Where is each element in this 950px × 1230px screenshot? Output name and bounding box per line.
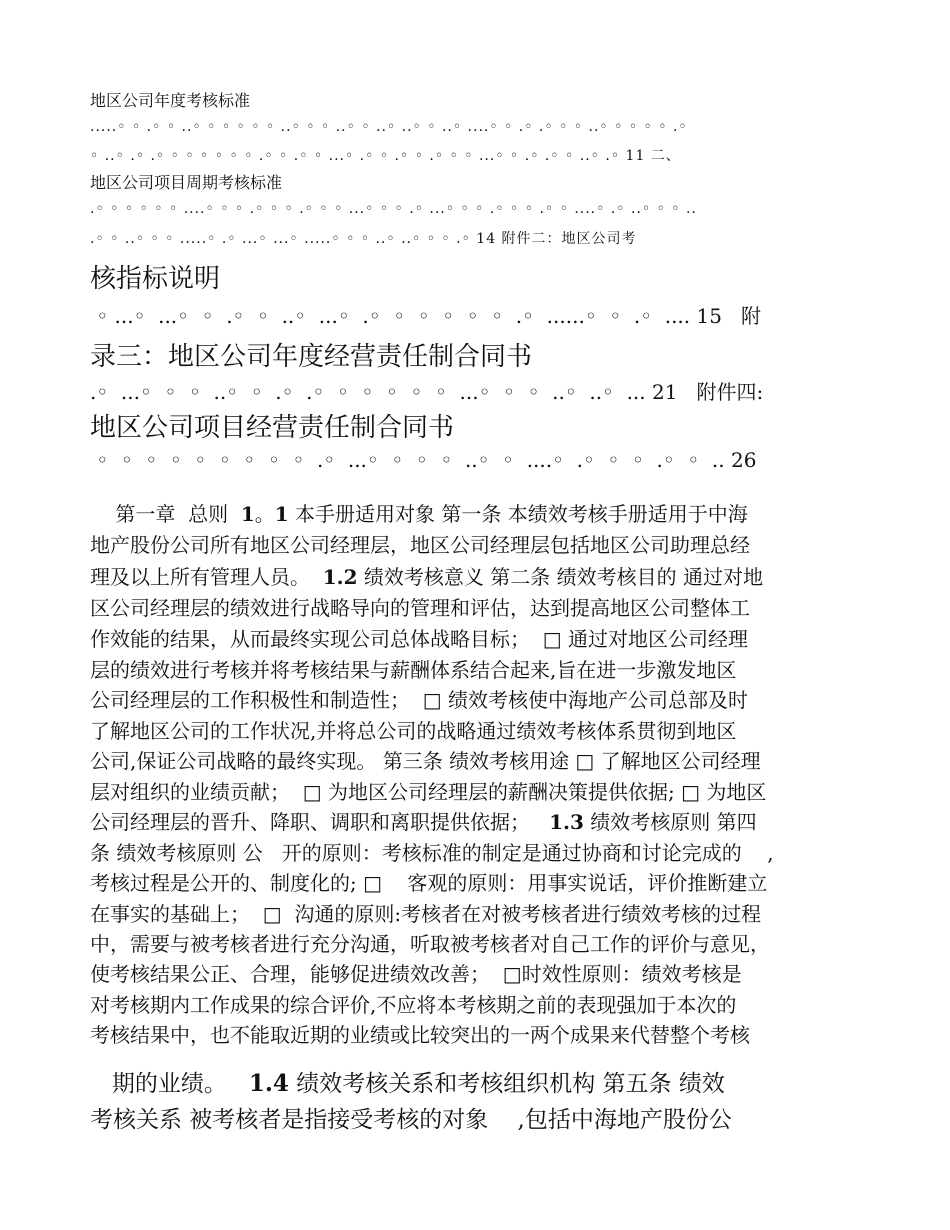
body-line bbox=[90, 498, 748, 527]
toc-leader: ◦ ...◦ ...◦ ◦ .◦ ◦ ..◦ ...◦ .◦ ◦ ◦ ◦ ◦ ◦ .◦ ......◦ ◦ .◦ .... 15 附 bbox=[90, 304, 762, 328]
body-line: 公司,保证公司战略的最终实现。 第三条 绩效考核用途 □ 了解地区公司经理 bbox=[90, 749, 761, 773]
body-line bbox=[90, 561, 763, 590]
body-line: 公司经理层的工作积极性和制造性； □ 绩效考核使中海地产公司总部及时 bbox=[90, 688, 748, 712]
body-line: 考核关系 被考核者是指接受考核的对象 ,包括中海地产股份公 bbox=[90, 1107, 732, 1133]
text-run: 公司经理层的晋升、降职、调职和离职提供依据； bbox=[90, 810, 550, 834]
body-line: 条 绩效考核原则 公 开的原则：考核标准的制定是通过协商和讨论完成的 , bbox=[90, 841, 774, 865]
body-line: 考核结果中，也不能取近期的业绩或比较突出的一两个成果来代替整个考核 bbox=[90, 1023, 750, 1047]
toc-leader: .....◦ ◦ .◦ ◦ ..◦ ◦ ◦ ◦ ◦ ◦ ..◦ ◦ ◦ ..◦ ◦ ..◦ ..◦ ◦ ..◦ ....◦ ◦ .◦ .◦ ◦ ◦ ..◦ ◦ ◦ ◦ ◦ .◦ bbox=[90, 119, 688, 135]
toc-leader: .◦ ...◦ ◦ ◦ ..◦ ◦ .◦ .◦ ◦ ◦ ◦ ◦ ◦ ...◦ ◦ ◦ ..◦ ..◦ ... 21 附件四: bbox=[90, 380, 764, 404]
section-number: 1.2 bbox=[322, 565, 358, 589]
body-line: 对考核期内工作成果的综合评价,不应将本考核期之前的表现强加于本次的 bbox=[90, 993, 737, 1017]
body-line: 使考核结果公正、合理，能够促进绩效改善； □时效性原则：绩效考核是 bbox=[90, 962, 742, 986]
toc-line: 核指标说明 bbox=[90, 264, 221, 294]
text-run: 理及以上所有管理人员。 bbox=[90, 565, 323, 589]
text-run: 本手册适用对象 第一条 本绩效考核手册适用于中海 bbox=[288, 502, 748, 526]
body-line: 区公司经理层的绩效进行战略导向的管理和评估，达到提高地区公司整体工 bbox=[90, 596, 750, 620]
body-line bbox=[90, 1065, 725, 1098]
body-line: 在事实的基础上； □ 沟通的原则:考核者在对被考核者进行绩效考核的过程 bbox=[90, 902, 762, 926]
body-line: 地产股份公司所有地区公司经理层，地区公司经理层包括地区公司助理总经 bbox=[90, 533, 750, 557]
text-run: 期的业绩。 bbox=[90, 1071, 249, 1097]
toc-line: 地区公司项目经营责任制合同书 bbox=[90, 413, 455, 443]
section-number: 1.4 bbox=[248, 1070, 289, 1097]
section-number: 1 bbox=[240, 502, 255, 526]
body-line: 考核过程是公开的、制度化的; □ 客观的原则：用事实说话，评价推断建立 bbox=[90, 871, 768, 895]
body-line: 层的绩效进行考核并将考核结果与薪酬体系结合起来,旨在进一步激发地区 bbox=[90, 658, 737, 682]
toc-leader: .◦ ◦ ◦ ◦ ◦ ◦ ....◦ ◦ ◦ .◦ ◦ ◦ .◦ ◦ ◦ ...◦ ◦ ◦ .◦ ...◦ ◦ ◦ .◦ ◦ ◦ .◦ ◦ ....◦ .◦ ..◦ ◦ ◦ .. bbox=[90, 201, 697, 217]
body-line: 作效能的结果，从而最终实现公司总体战略目标； □ 通过对地区公司经理 bbox=[90, 627, 748, 651]
toc-leader: ◦ ..◦ .◦ .◦ ◦ ◦ ◦ ◦ ◦ ◦ .◦ ◦ .◦ ◦ ...◦ .◦ ◦ .◦ ◦ .◦ ◦ ◦ ...◦ ◦ .◦ .◦ ◦ ..◦ .◦ 11 二、 bbox=[90, 148, 681, 164]
section-number: 1.3 bbox=[549, 810, 584, 834]
body-line: 了解地区公司的工作状况,并将总公司的战略通过绩效考核体系贯彻到地区 bbox=[90, 719, 737, 743]
text-run: 。 bbox=[254, 502, 275, 526]
toc-line: 地区公司年度考核标准 bbox=[90, 91, 251, 110]
body-line: 中，需要与被考核者进行充分沟通，听取被考核者对自己工作的评价与意见， bbox=[90, 932, 770, 956]
toc-line: 地区公司项目周期考核标准 bbox=[90, 173, 283, 192]
body-line: 层对组织的业绩贡献； □ 为地区公司经理层的薪酬决策提供依据; □ 为地区 bbox=[90, 780, 767, 804]
text-run: 绩效考核意义 第二条 绩效考核目的 通过对地 bbox=[357, 565, 763, 589]
toc-line: 录三：地区公司年度经营责任制合同书 bbox=[90, 342, 533, 372]
text-run: 绩效考核关系和考核组织机构 第五条 绩效 bbox=[288, 1071, 725, 1097]
section-number: 1 bbox=[274, 502, 289, 526]
body-line bbox=[90, 806, 757, 835]
text-run: 第一章 总则 bbox=[90, 502, 241, 526]
toc-leader: .◦ ◦ ..◦ ◦ ◦ .....◦ .◦ ...◦ ...◦ .....◦ ◦ ◦ ..◦ ..◦ ◦ ◦ .◦ 14 附件二：地区公司考 bbox=[90, 231, 637, 247]
toc-leader: ◦ ◦ ◦ ◦ ◦ ◦ ◦ ◦ ◦ .◦ ...◦ ◦ ◦ ◦ ..◦ ◦ ....◦ .◦ ◦ ◦ .◦ ◦ .. 26 bbox=[90, 448, 757, 472]
text-run: 绩效考核原则 第四 bbox=[583, 810, 757, 834]
